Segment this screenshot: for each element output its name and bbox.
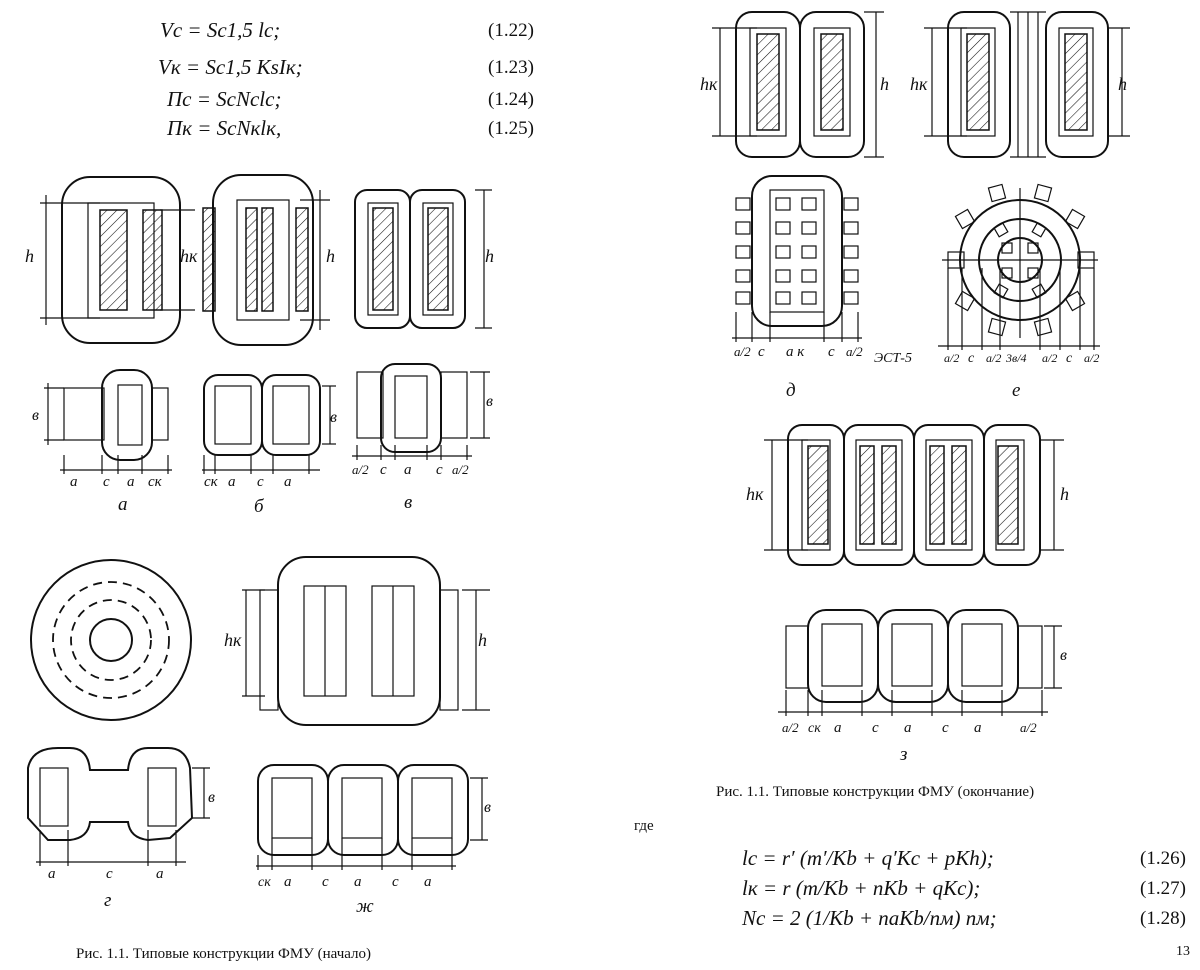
figure-d-coils xyxy=(736,198,858,304)
label-ck-z: cк xyxy=(808,721,821,736)
label-h-z: h xyxy=(1060,484,1069,504)
label-half-a-z1: а/2 xyxy=(782,720,799,735)
label-hk-r1: hк xyxy=(700,74,718,94)
equation-number-1-23: (1.23) xyxy=(488,57,534,78)
label-a-2: а xyxy=(127,474,135,490)
label-fig-b: б xyxy=(254,496,264,517)
label-half-a-e4: а/2 xyxy=(1084,351,1100,365)
figure-right-pair-1 xyxy=(700,12,889,157)
equation-number-1-27: (1.27) xyxy=(1140,878,1186,899)
figure-v-side xyxy=(352,364,493,513)
label-a-4: а xyxy=(284,474,292,490)
label-h-r1: h xyxy=(880,74,889,94)
label-a-6: а xyxy=(48,866,56,882)
label-a-7: а xyxy=(156,866,164,882)
label-half-a-z2: а/2 xyxy=(1020,720,1037,735)
equation-1-24: Пс = SсNсlс; xyxy=(167,87,282,111)
label-fig-zh: ж xyxy=(356,896,374,917)
label-half-a-1: а/2 xyxy=(352,462,369,477)
page-number: 13 xyxy=(1176,944,1190,959)
equation-1-22: Vс = Sс1,5 lс; xyxy=(160,18,281,42)
label-c-e2: с xyxy=(1066,351,1073,366)
label-h-zh: h xyxy=(478,630,487,650)
label-ck-2: cк xyxy=(204,474,218,490)
label-c-d2: с xyxy=(828,344,835,360)
label-hk-zh: hк xyxy=(224,630,242,650)
equation-number-1-25: (1.25) xyxy=(488,118,534,139)
label-half-a-e1: а/2 xyxy=(944,351,960,365)
label-fig-z: з xyxy=(900,744,908,765)
label-c-1: с xyxy=(103,474,110,490)
label-c-5: с xyxy=(106,866,113,882)
label-ak-d: а к xyxy=(786,344,805,360)
label-b-zh: в xyxy=(484,799,491,816)
equation-number-1-24: (1.24) xyxy=(488,89,534,110)
label-a-z2: а xyxy=(904,720,912,736)
figure-v-top xyxy=(355,190,494,328)
label-a-5: а xyxy=(404,462,412,478)
label-ck-3: cк xyxy=(258,875,271,890)
label-c-3: с xyxy=(380,462,387,478)
label-h-r2: h xyxy=(1118,74,1127,94)
figure-z-top xyxy=(746,425,1069,565)
label-3b4: 3в/4 xyxy=(1006,351,1027,365)
label-a-10: а xyxy=(424,874,432,890)
label-c-7: с xyxy=(392,874,399,890)
label-b-b: в xyxy=(330,409,337,426)
figure-caption-left: Рис. 1.1. Типовые конструкции ФМУ (начало) xyxy=(76,946,372,962)
label-fig-e: е xyxy=(1012,380,1021,401)
label-a-1: а xyxy=(70,474,78,490)
equation-1-27: lк = r (m/Kb + nKb + qKс); xyxy=(742,876,981,900)
label-c-e1: с xyxy=(968,351,975,366)
label-est5: ЭСТ-5 xyxy=(874,351,912,366)
equation-1-26: lс = r′ (m′/Kb + q′Kс + pKh); xyxy=(742,846,994,870)
figure-g-side xyxy=(28,748,215,911)
equation-number-1-26: (1.26) xyxy=(1140,848,1186,869)
label-half-a-2: а/2 xyxy=(452,462,469,477)
label-c-6: с xyxy=(322,874,329,890)
label-half-a-e2: а/2 xyxy=(986,351,1002,365)
label-h-v: h xyxy=(485,246,494,266)
where-word: где xyxy=(634,818,654,834)
figure-b-top xyxy=(203,175,335,345)
label-half-a-e3: а/2 xyxy=(1042,351,1058,365)
label-fig-v: в xyxy=(404,492,413,513)
label-b-a: в xyxy=(32,407,39,424)
figure-b-side xyxy=(202,375,337,517)
figure-right-pair-2 xyxy=(910,12,1130,157)
label-b-g: в xyxy=(208,789,215,806)
equation-1-25: Пк = SсNкlк, xyxy=(167,116,282,140)
label-half-a-d2: а/2 xyxy=(846,344,863,359)
label-a-3: а xyxy=(228,474,236,490)
figure-z-side xyxy=(778,610,1067,765)
label-c-2: с xyxy=(257,474,264,490)
label-a-8: а xyxy=(284,874,292,890)
label-fig-a: а xyxy=(118,494,128,515)
label-c-d1: с xyxy=(758,344,765,360)
figure-g-toroid xyxy=(31,560,191,720)
label-a-9: а xyxy=(354,874,362,890)
figure-caption-right: Рис. 1.1. Типовые конструкции ФМУ (окончание) xyxy=(716,784,1035,800)
figure-a-top xyxy=(25,177,198,343)
label-b-z: в xyxy=(1060,647,1067,664)
equation-number-1-22: (1.22) xyxy=(488,20,534,41)
label-h-b: h xyxy=(326,246,335,266)
equation-1-23: Vк = Sс1,5 KsIк; xyxy=(158,55,303,79)
label-c-z2: с xyxy=(942,720,949,736)
equation-1-28: Nс = 2 (1/Kb + naKb/nм) nм; xyxy=(742,906,997,930)
label-hk-a: hк xyxy=(180,246,198,266)
label-c-4: с xyxy=(436,462,443,478)
label-a-z1: а xyxy=(834,720,842,736)
figure-zh-side xyxy=(256,765,491,917)
figure-a-side xyxy=(32,370,172,515)
label-c-z1: с xyxy=(872,720,879,736)
figure-e xyxy=(938,184,1100,401)
label-ck-1: cк xyxy=(148,474,162,490)
figure-d xyxy=(732,176,912,401)
figure-zh-top xyxy=(224,557,490,725)
label-hk-r2: hк xyxy=(910,74,928,94)
label-fig-d: д xyxy=(786,380,796,401)
label-half-a-d1: а/2 xyxy=(734,344,751,359)
label-fig-g: г xyxy=(104,890,112,911)
label-h-a: h xyxy=(25,246,34,266)
label-hk-z: hк xyxy=(746,484,764,504)
equation-number-1-28: (1.28) xyxy=(1140,908,1186,929)
label-a-z3: а xyxy=(974,720,982,736)
label-b-v: в xyxy=(486,393,493,410)
